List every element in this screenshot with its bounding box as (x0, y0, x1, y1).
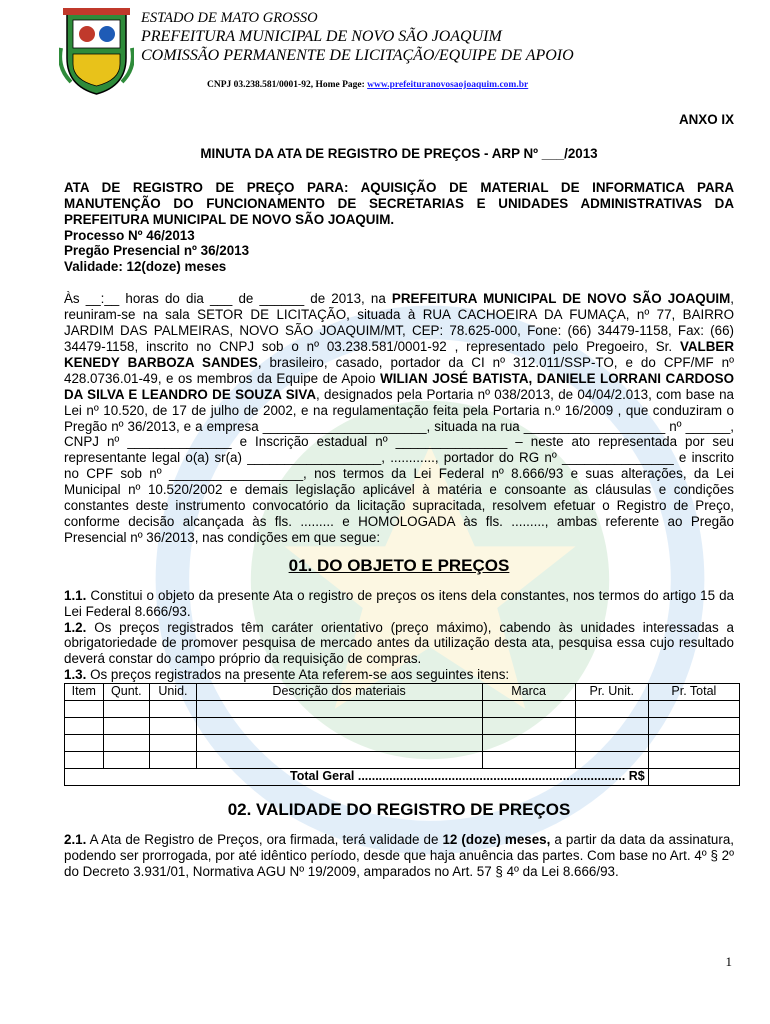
header-cnpj (207, 80, 528, 90)
col-quantity: Qunt. (103, 684, 150, 701)
clause-1-3-text: Os preços registrados na presente Ata referem-se aos seguintes itens: (86, 667, 510, 683)
page-number: 1 (725, 954, 732, 969)
table-row (65, 752, 740, 769)
intro-text-4: , designados pela Portaria nº 038/2013, de 04/04/2.013, com base na Lei nº 10.520, de 17 de julho de 2002, e na regulamentação feita pela Portaria n.º 16/2009 , que conduziram o Pregão nº 36/2013, e a empresa ______________________, situada na rua ___________________ nº ______, CNPJ nº ______________ e Inscrição estadual nº _______________ – neste ato representada por seu representante legal o(a) sr(a) __________________, ............, portador do RG nº _______________ e inscrito no CPF sob nº __________________, nos termos da Lei Federal nº 8.666/93 e suas alterações, da Lei Municipal nº 10.520/2002 e demais legislação aplicável à matéria e consoante as cláusulas e condições constantes deste instrumento convocatório da licitação supracitada, resolvem efetuar o Registro de Preço, conforme decisão alcançada às fls. ......... e HOMOLOGADA às fls. ........., ambas referente ao Pregão Presencial nº 36/2013, nas condições em que segue: (64, 386, 734, 545)
header-prefeitura: PREFEITURA MUNICIPAL DE NOVO SÃO JOAQUIM (141, 28, 502, 45)
clause-1-1-text: Constitui o objeto da presente Ata o registro de preços os itens dela constantes, nos termos do artigo 15 da Lei Federal 8.666/93. (64, 587, 734, 619)
intro-paragraph (64, 291, 734, 546)
col-description: Descrição dos materiais (196, 684, 482, 701)
municipal-crest-logo (59, 8, 134, 96)
col-total-price: Pr. Total (648, 684, 739, 701)
minuta-title: MINUTA DA ATA DE REGISTRO DE PREÇOS - ARP Nº ___/2013 (200, 145, 598, 161)
clause-2-1-text-b: a partir da data da assinatura, podendo ser prorrogada, por até idêntico período, desde que haja anuência das partes. Com base no Art. 4º § 2º do Decreto 3.931/01, Normativa AGU Nº 19/2009, amparados no Art. 57 § 4º da Lei 8.666/93. (64, 832, 735, 879)
section-2-title: 02. VALIDADE DO REGISTRO DE PREÇOS (227, 800, 571, 820)
intro-text-2: , reuniram-se na sala SETOR DE LICITAÇÃO, situada à RUA CACHOEIRA DA FUMAÇA, nº 77, BAIRRO JARDIM DAS PALMEIRAS, NOVO SÃO JOAQUIM/MT, CEP: 78.625-000, Fone: (66) 34479-1158, Fax: (66) 34479-1158, inscrito no CNPJ sob o nº 03.238.581/0001-92 , representado pelo Pregoeiro, Sr. (64, 291, 734, 354)
clause-1-3-num: 1.3. (64, 667, 87, 683)
items-table (64, 683, 740, 786)
clause-1-2 (64, 620, 734, 668)
annex-label: ANXO IX (678, 112, 734, 127)
cnpj-text: CNPJ 03.238.581/0001-92, Home Page: (207, 80, 368, 90)
processo-line: Processo Nº 46/2013 (64, 227, 195, 243)
intro-bold-1: PREFEITURA MUNICIPAL DE NOVO SÃO JOAQUIM (391, 291, 731, 307)
clause-1-2-text: Os preços registrados têm caráter orientativo (preço máximo), cabendo às unidades interessadas a obrigatoriedade de promover pesquisa de mercado antes da utilização desta ata, pesquisa essa cujo resultado deverá constar do campo próprio da requisição de compras. (64, 619, 734, 667)
table-row (65, 735, 740, 752)
intro-text-1: Às __:__ horas do dia ___ de ______ de 2013, na (64, 291, 392, 307)
homepage-link[interactable]: www.prefeituranovosaojoaquim.com.br (367, 80, 529, 90)
section-1-title: 01. DO OBJETO E PREÇOS (288, 555, 510, 575)
clause-1-1 (64, 588, 734, 620)
table-row (65, 718, 740, 735)
ata-heading: ATA DE REGISTRO DE PREÇO PARA: AQUISIÇÃO DE MATERIAL DE INFORMATICA PARA MANUTENÇÃO DO FUNCIONAMENTO DE SECRETARIAS E UNIDADES ADMINISTRATIVAS DA PREFEITURA MUNICIPAL DE NOVO SÃO JOAQUIM. (64, 179, 734, 227)
clause-2-1-bold: 12 (doze) meses, (442, 832, 551, 848)
col-item: Item (65, 684, 104, 701)
clause-1-1-num: 1.1. (64, 587, 87, 603)
document-body (64, 110, 734, 880)
clause-2-1-num: 2.1. (64, 832, 87, 848)
letterhead (57, 8, 717, 100)
table-row (65, 701, 740, 718)
table-header-row (65, 684, 740, 701)
total-label: Total Geral ............................................................................. R$ (65, 769, 649, 786)
table-total-row (65, 769, 740, 786)
pregao-line: Pregão Presencial nº 36/2013 (64, 243, 250, 259)
col-brand: Marca (482, 684, 575, 701)
col-unit: Unid. (150, 684, 197, 701)
clause-1-3 (64, 667, 734, 683)
intro-bold-2: VALBER KENEDY BARBOZA SANDES (64, 338, 734, 370)
intro-text-3: , brasileiro, casado, portador da CI nº 312.011/SSP-TO, e do CPF/MF nº 428.0736.01-49, e os membros da Equipe de Apoio (64, 354, 734, 386)
header-comissao: COMISSÃO PERMANENTE DE LICITAÇÃO/EQUIPE DE APOIO (141, 47, 574, 64)
intro-bold-3: WILIAN JOSÉ BATISTA, DANIELE LORRANI CARDOSO DA SILVA E LEANDRO DE SOUZA SIVA (64, 370, 734, 402)
clause-2-1-text-a: A Ata de Registro de Preços, ora firmada, terá validade de (86, 832, 443, 848)
col-unit-price: Pr. Unit. (575, 684, 648, 701)
clause-1-2-num: 1.2. (64, 619, 87, 635)
validade-line: Validade: 12(doze) meses (64, 259, 227, 275)
header-state: ESTADO DE MATO GROSSO (141, 10, 318, 26)
clause-2-1 (64, 832, 734, 880)
